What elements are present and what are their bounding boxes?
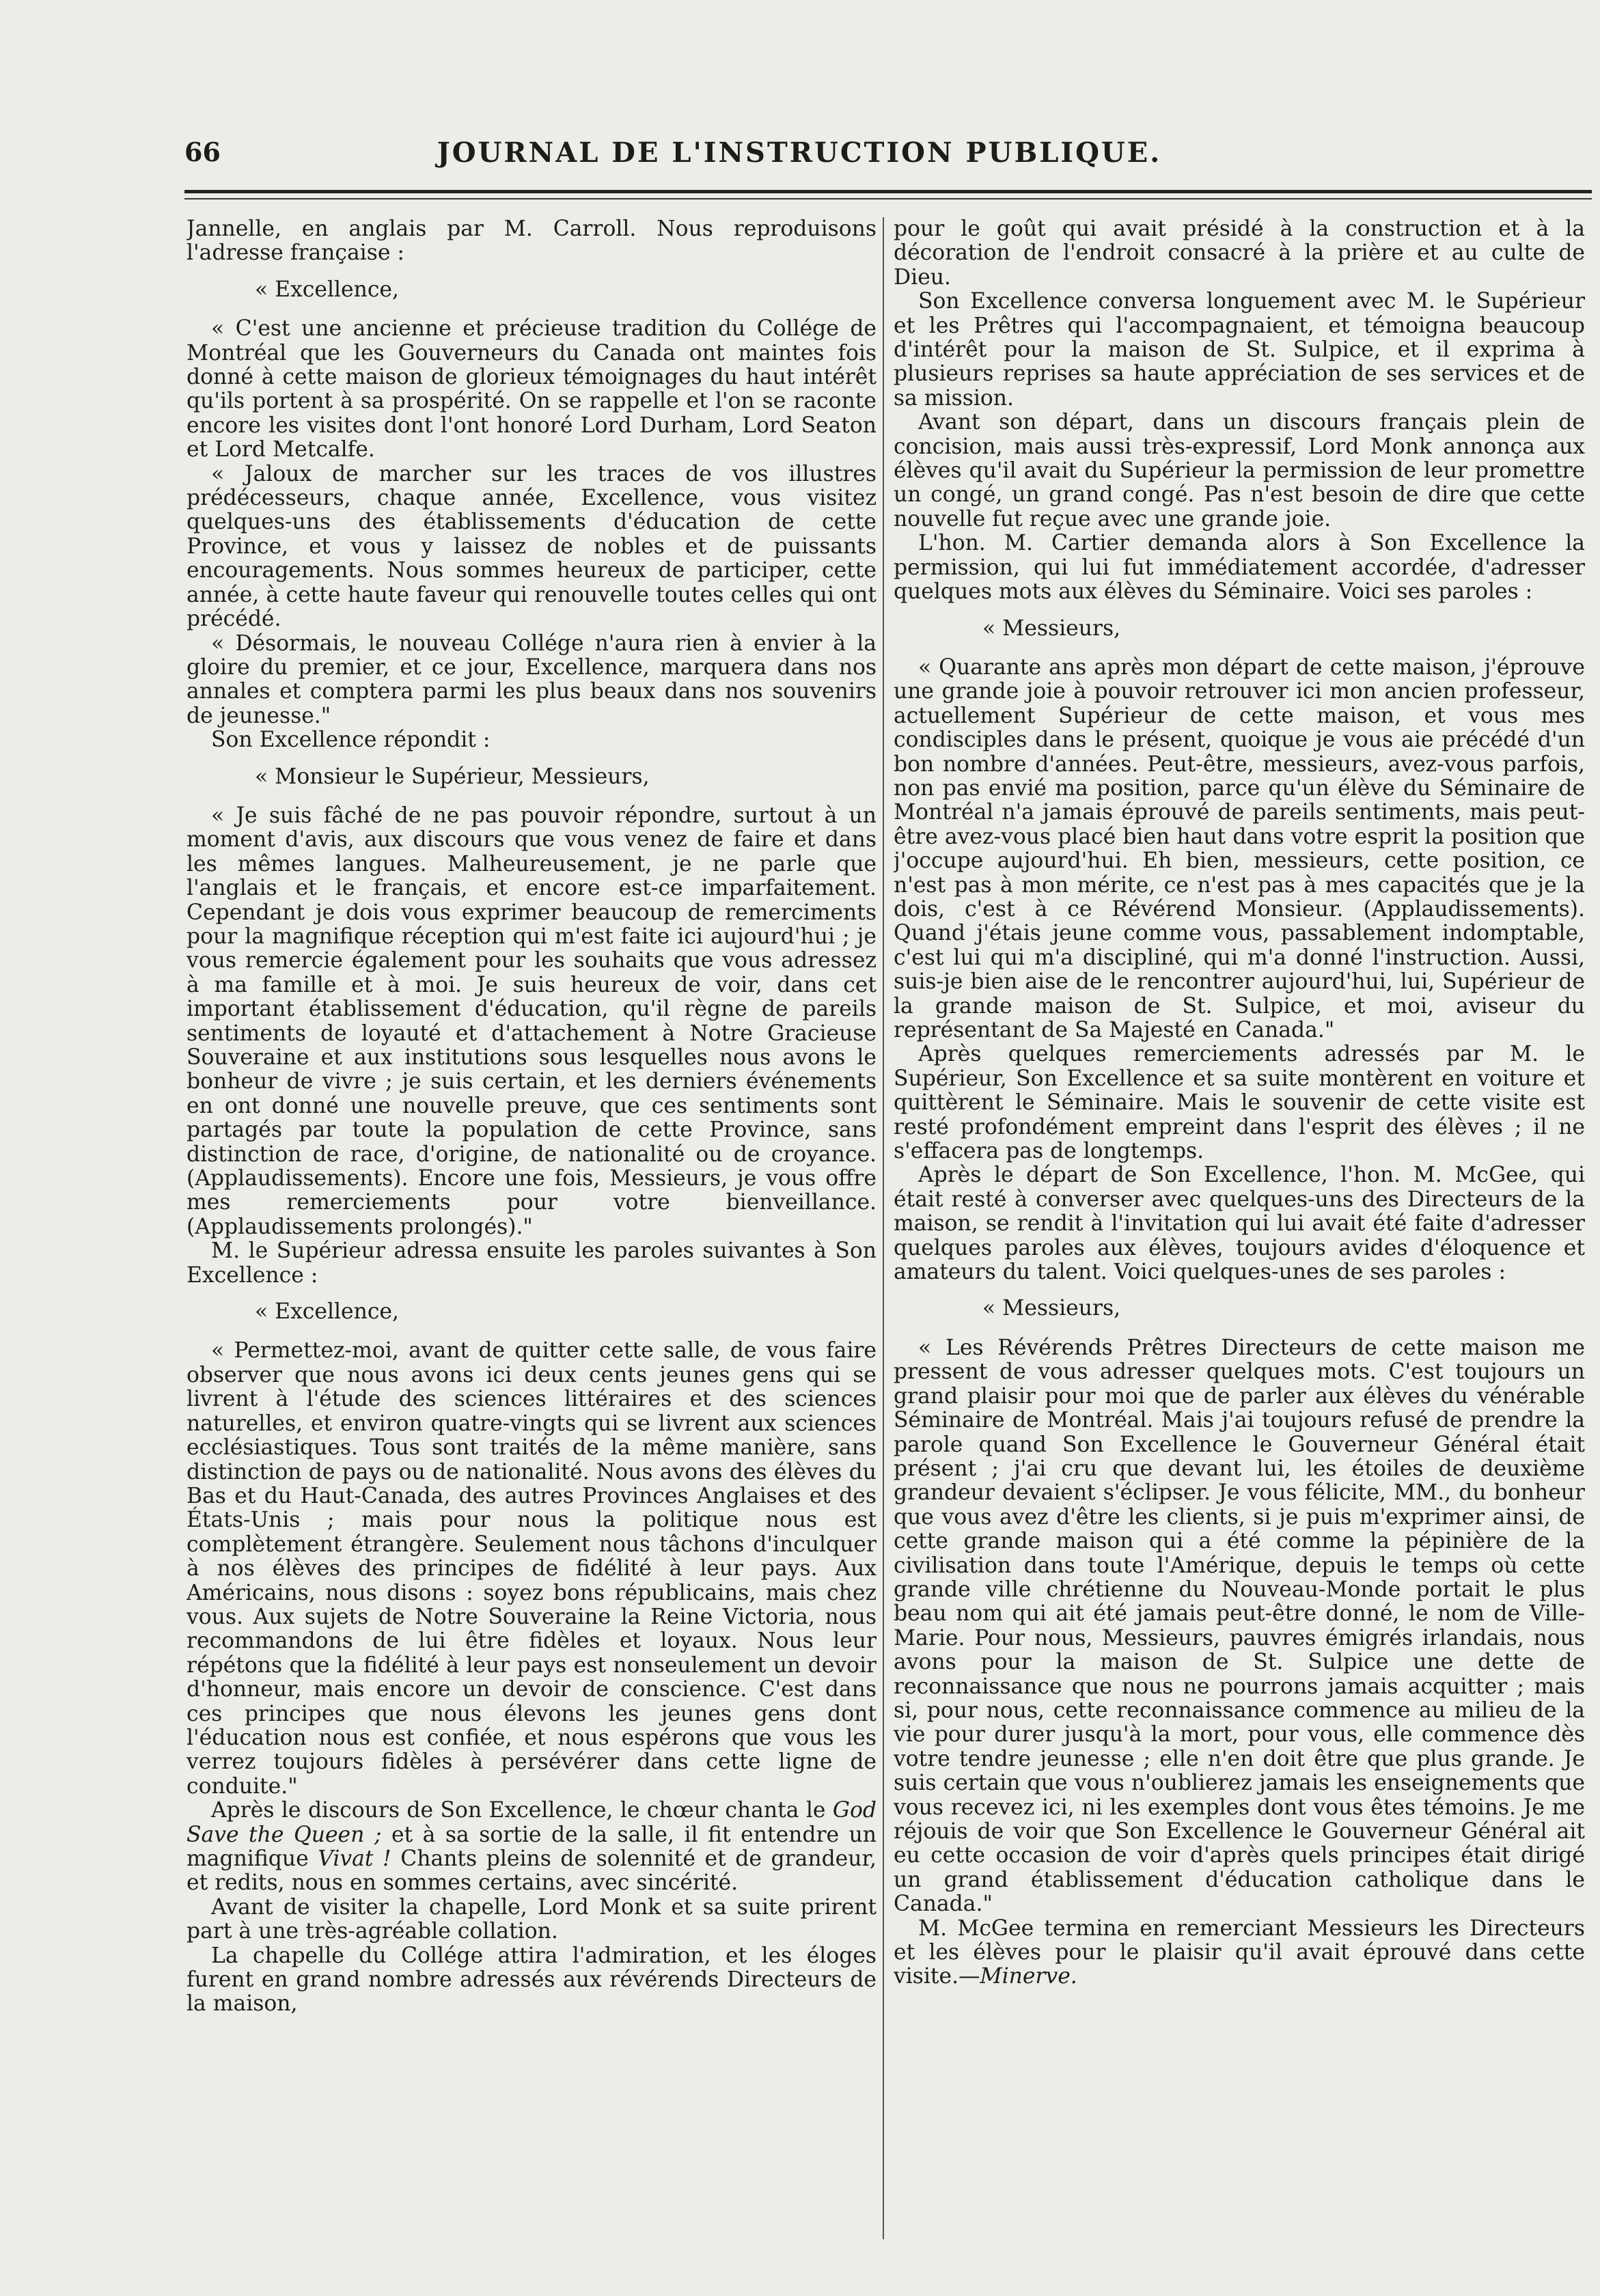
salutation: « Excellence, xyxy=(255,277,399,302)
paragraph: Jannelle, en anglais par M. Carroll. Nous reproduisons l'adresse française : xyxy=(187,217,877,266)
paragraph: « Permettez-moi, avant de quitter cette salle, de vous faire observer que nous avons ici deux cents jeunes gens qui se livrent à l'étude des sciences littéraires et des sciences naturelles, et environ quatre-vingts qui se livrent aux sciences ecclésiastiques. Tous sont traités de la même manière, sans distinction de pays ou de nationalité. Nous avons des élèves du Bas et du Haut-Canada, des autres Provinces Anglaises et des États-Unis ; mais pour nous la politique nous est complètement étrangère. Seulement nous tâchons d'inculquer à nos élèves des principes de fidélité à leur pays. Aux Américains, nous disons : soyez bons républicains, mais chez vous. Aux sujets de Notre Souveraine la Reine Victoria, nous recommandons de lui être fidèles et loyaux. Nous leur répétons que la fidélité à leur pays est nonseulement un devoir d'honneur, mais encore un devoir de conscience. C'est dans ces principes que nous élevons les jeunes gens dont l'éducation nous est confiée, et nous espérons que vous les verrez toujours fidèles à persévérer dans cette ligne de conduite." xyxy=(187,1338,877,1799)
left-column xyxy=(187,217,877,2267)
page-number: 66 xyxy=(184,137,221,167)
paragraph: « Je suis fâché de ne pas pouvoir répondre, surtout à un moment d'avis, aux discours que vous venez de faire et dans les mêmes langues. Malheureusement, je ne parle que l'anglais et le français, et encore est-ce imparfaitement. Cependant je dois vous exprimer beaucoup de remerciments pour la magnifique réception qui m'est faite ici aujourd'hui ; je vous remercie également pour les souhaits que vous adressez à ma famille et à moi. Je suis heureux de voir, dans cet important établissement d'éducation, qu'il règne de pareils sentiments de loyauté et d'attachement à Notre Gracieuse Souveraine et aux institutions sous lesquelles nous avons le bonheur de vivre ; je suis certain, et les derniers événements en ont donné une nouvelle preuve, que ces sentiments sont partagés par toute la population de cette Province, sans distinction de race, d'origine, de nationalité ou de croyance. (Applaudissements). Encore une fois, Messieurs, je vous offre mes remerciements pour votre bienveillance. (Applaudissements prolongés)." xyxy=(187,803,877,1239)
text-span: M. McGee termina en remerciant Messieurs les Directeurs et les élèves pour le plaisir qu'il avait éprouvé dans cette visite.— xyxy=(894,1915,1585,1989)
right-column xyxy=(894,217,1585,2267)
italic-span: Vivat ! xyxy=(318,1847,391,1871)
journal-title: JOURNAL DE L'INSTRUCTION PUBLIQUE. xyxy=(437,137,1162,169)
salutation: « Messieurs, xyxy=(982,1296,1121,1321)
salutation: « Monsieur le Supérieur, Messieurs, xyxy=(255,764,650,789)
paragraph: Après le départ de Son Excellence, l'hon. M. McGee, qui était resté à converser avec quelques-uns des Directeurs de la maison, se rendit à l'invitation qui lui avait été faite d'adresser quelques paroles aux élèves, toujours avides d'éloquence et amateurs du talent. Voici quelques-unes de ses paroles : xyxy=(894,1163,1585,1285)
page-header xyxy=(184,137,1414,178)
paragraph: Après quelques remerciements adressés par M. le Supérieur, Son Excellence et sa suite montèrent en voiture et quittèrent le Séminaire. Mais le souvenir de cette visite est resté profondément empreint dans l'esprit des élèves ; il ne s'effacera pas de longtemps. xyxy=(894,1042,1585,1164)
paragraph-god-save xyxy=(187,1799,877,1896)
paragraph: L'hon. M. Cartier demanda alors à Son Excellence la permission, qui lui fut immédiatement accordée, d'adresser quelques mots aux élèves du Séminaire. Voici ses paroles : xyxy=(894,531,1585,605)
paragraph: « Les Révérends Prêtres Directeurs de cette maison me pressent de vous adresser quelques mots. C'est toujours un grand plaisir pour moi que de parler aux élèves du vénérable Séminaire de Montréal. Mais j'ai toujours refusé de prendre la parole quand Son Excellence le Gouverneur Général était présent ; j'ai cru que devant lui, les étoiles de deuxième grandeur devaient s'éclipser. Je vous félicite, MM., du bonheur que vous avez d'être les clients, si je puis m'exprimer ainsi, de cette grande maison qui a été comme la pépinière de la civilisation dans toute l'Amérique, depuis le temps où cette grande ville chrétienne du Nouveau-Monde portait le plus beau nom qui ait été jamais peut-être donné, le nom de Ville-Marie. Pour nous, Messieurs, pauvres émigrés irlandais, nous avons pour la maison de St. Sulpice une dette de reconnaissance que nous ne pourrons jamais acquitter ; mais si, pour nous, cette reconnaissance commence au milieu de la vie pour durer jusqu'à la mort, pour vous, elle commence dès votre tendre jeunesse ; elle n'en doit être que plus grande. Je suis certain que vous n'oublierez jamais les enseignements que vous recevez ici, ni les exemples dont vous êtes témoins. Je me réjouis de voir que Son Excellence le Gouverneur Général ait eu cette occasion de voir d'après quels principes était dirigé un grand établissement d'éducation catholique dans le Canada." xyxy=(894,1335,1585,1917)
salutation: « Messieurs, xyxy=(982,616,1121,641)
paragraph: « Désormais, le nouveau Collége n'aura rien à envier à la gloire du premier, et ce jour, Excellence, marquera dans nos annales et comptera parmi les plus beaux dans nos souvenirs de jeunesse." xyxy=(187,631,877,728)
salutation: « Excellence, xyxy=(255,1299,399,1325)
text-span: et à sa sortie de la salle, il fit entendre un magnifique xyxy=(187,1822,877,1871)
source-credit: Minerve. xyxy=(980,1964,1077,1989)
header-rule-thin xyxy=(184,198,1592,199)
paragraph: « Jaloux de marcher sur les traces de vos illustres prédécesseurs, chaque année, Excellence, vous visitez quelques-uns des établissements d'éducation de cette Province, et vous y laissez de nobles et de puissants encouragements. Nous sommes heureux de participer, cette année, à cette haute faveur qui renouvelle toutes celles qui ont précédé. xyxy=(187,461,877,632)
paragraph: Avant de visiter la chapelle, Lord Monk et sa suite prirent part à une très-agréable collation. xyxy=(187,1894,877,1944)
paragraph: Avant son départ, dans un discours français plein de concision, mais aussi très-expressif, Lord Monk annonça aux élèves qu'il avait du Supérieur la permission de leur promettre un congé, un grand congé. Pas n'est besoin de dire que cette nouvelle fut reçue avec une grande joie. xyxy=(894,410,1585,531)
paragraph: M. le Supérieur adressa ensuite les paroles suivantes à Son Excellence : xyxy=(187,1239,877,1288)
paragraph-closing xyxy=(894,1917,1585,1989)
paragraph: Son Excellence répondit : xyxy=(211,728,491,753)
header-rule-thick xyxy=(184,190,1592,193)
paragraph: La chapelle du Collége attira l'admiration, et les éloges furent en grand nombre adressés aux révérends Directeurs de la maison, xyxy=(187,1943,877,2017)
text-span: Après le discours de Son Excellence, le chœur chanta le xyxy=(211,1798,833,1823)
italic-span: God Save the Queen ; xyxy=(187,1798,877,1847)
paragraph: Son Excellence conversa longuement avec M. le Supérieur et les Prêtres qui l'accompagnaient, et témoigna beaucoup d'intérêt pour la maison de St. Sulpice, et il exprima à plusieurs reprises sa haute appréciation de ses services et de sa mission. xyxy=(894,289,1585,411)
paragraph: « Quarante ans après mon départ de cette maison, j'éprouve une grande joie à pouvoir retrouver ici mon ancien professeur, actuellement Supérieur de cette maison, et vous mes condisciples dans le présent, quoique je vous aie précédé d'un bon nombre d'années. Peut-être, messieurs, avez-vous parfois, non pas envié ma position, parce qu'un élève du Séminaire de Montréal n'a jamais éprouvé de pareils sentiments, mais peut-être avez-vous placé bien haut dans votre esprit la position que j'occupe aujourd'hui. Eh bien, messieurs, cette position, ce n'est pas à mon mérite, ce n'est pas à mes capacités que je la dois, c'est à ce Révérend Monsieur. (Applaudissements). Quand j'étais jeune comme vous, passablement indomptable, c'est lui qui m'a discipliné, qui m'a donné l'instruction. Aussi, suis-je bien aise de le rencontrer aujourd'hui, lui, Supérieur de la grande maison de St. Sulpice, et moi, aviseur du représentant de Sa Majesté en Canada." xyxy=(894,654,1585,1042)
text-span: Chants pleins de solennité et de grandeur, et redits, nous en sommes certains, avec sincérité. xyxy=(187,1847,877,1896)
column-divider xyxy=(883,217,884,2239)
paragraph: « C'est une ancienne et précieuse tradition du Collége de Montréal que les Gouverneurs du Canada ont maintes fois donné à cette maison de glorieux témoignages du haut intérêt qu'ils portent à sa prospérité. On se rappelle et l'on se raconte encore les visites dont l'ont honoré Lord Durham, Lord Seaton et Lord Metcalfe. xyxy=(187,316,877,462)
paragraph: pour le goût qui avait présidé à la construction et à la décoration de l'endroit consacré à la prière et au culte de Dieu. xyxy=(894,217,1585,290)
